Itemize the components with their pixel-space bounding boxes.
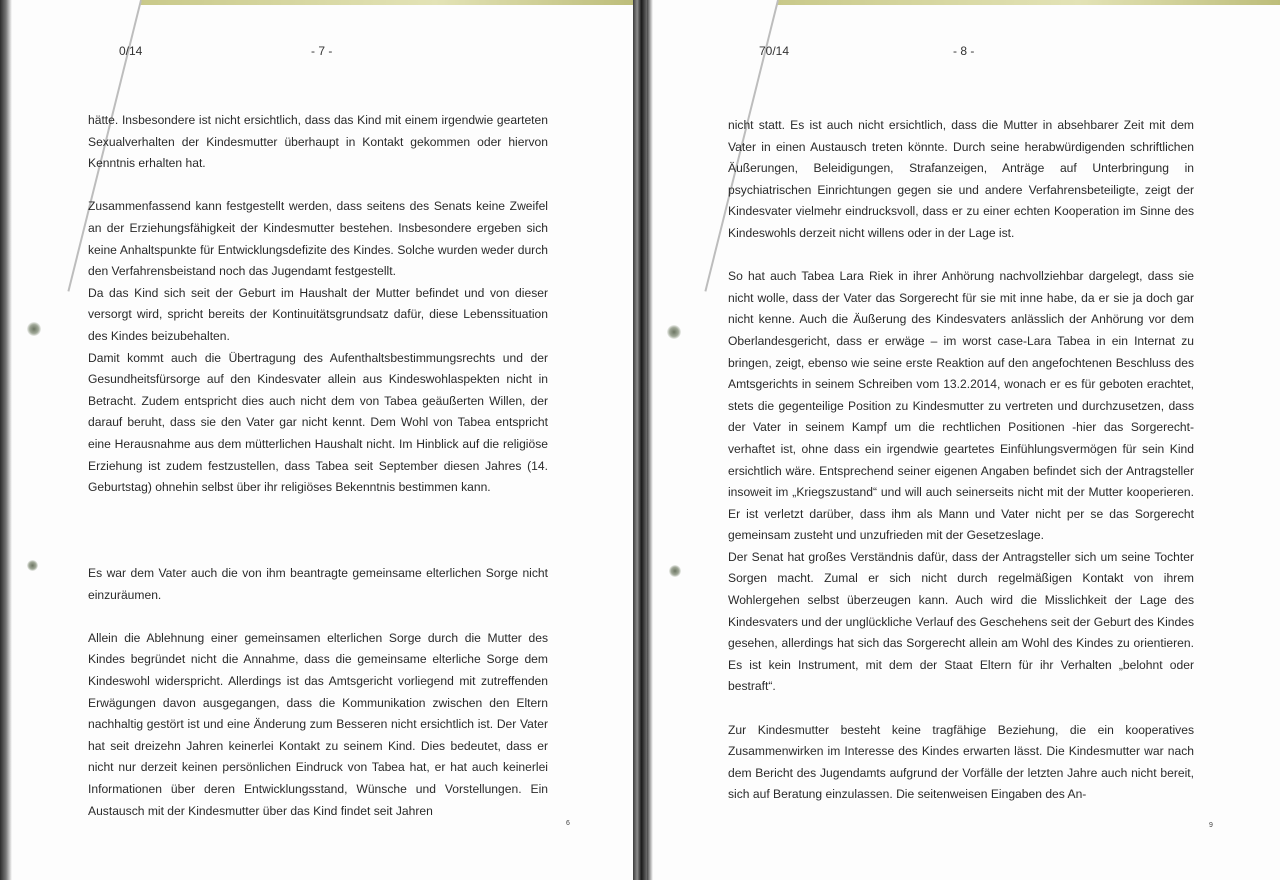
paragraph: Damit kommt auch die Übertragung des Aufenthaltsbestimmungsrechts und der Gesundheitsfürsorge auf den Kindesvater allein aus Kindeswohlaspekten nicht in Betracht. Zudem entspricht dies auch nicht dem von Tabea geäußerten Willen, der darauf beruht, dass sie den Vater gar nicht kennt. Dem Wohl von Tabea entspricht eine Herausnahme aus dem mütterlichen Haushalt nicht. Im Hinblick auf die religiöse Erziehung ist zudem festzustellen, dass Tabea seit September diesen Jahres (14. Geburtstag) ohnehin selbst über ihr religiöses Bekenntnis bestimmen kann. — [88, 350, 548, 495]
page-number: - 7 - — [311, 44, 333, 58]
margin-mark: 6 — [566, 820, 570, 827]
file-reference: 70/14 — [759, 44, 790, 58]
margin-mark: 9 — [1209, 822, 1213, 829]
right-document-page — [647, 0, 1280, 880]
body-text — [728, 115, 1194, 806]
file-reference: 0/14 — [119, 44, 143, 58]
paragraph: Es war dem Vater auch die von ihm beantragte gemeinsame elterlichen Sorge nicht einzuräumen. — [88, 566, 548, 602]
paragraph: So hat auch Tabea Lara Riek in ihrer Anhörung nachvollziehbar dargelegt, dass sie nicht wolle, dass der Vater das Sorgerecht für sie mit inne habe, da er sie ja doch gar nicht kenne. Auch die Äußerung des Kindesvaters anlässlich der Anhörung vor dem Oberlandesgericht, dass er erwäge – im worst case-Lara Tabea in ein Internat zu bringen, zeigt, ebenso wie seine erste Reaktion auf den angefochtenen Beschluss des Amtsgerichts in seinem Schreiben vom 13.2.2014, wonach er es für geboten erachtet, stets die gegenteilige Position zu Kindesmutter zu vertreten und durchzusetzen, dass der Vater in seinem Kampf um die rechtlichen Positionen -hier das Sorgerecht- verhaftet ist, ohne dass ein irgendwie geartetes Einfühlungsvermögen für sein Kind ersichtlich wäre. Entsprechend seiner eigenen Angaben befindet sich der Antragsteller insoweit im „Kriegszustand“ und will auch seinerseits nicht mit der Mutter kooperieren. Er ist verletzt darüber, dass ihm als Mann und Vater nicht per se das Sorgerecht gemeinsam zusteht und unzufrieden mit der Gesetzeslage. — [728, 269, 1194, 543]
paragraph: Der Senat hat großes Verständnis dafür, dass der Antragsteller sich um seine Tochter Sorgen macht. Zumal er sich nicht durch regelmäßigen Kontakt von ihrem Wohlergehen selbst überzeugen kann. Auch wird die Misslichkeit der Lage des Kindesvaters und der unglückliche Verlauf des Geschehens seit der Geburt des Kindes gesehen, allerdings hat sich das Sorgerecht allein am Wohl des Kindes zu orientieren. Es ist kein Instrument, mit dem der Staat Eltern für ihr Verhalten „belohnt oder bestraft“. — [728, 549, 1194, 694]
paragraph: Da das Kind sich seit der Geburt im Haushalt der Mutter befindet und von dieser versorgt wird, spricht bereits der Kontinuitätsgrundsatz dafür, diese Lebenssituation des Kindes beizubehalten. — [88, 285, 548, 343]
paragraph: Zusammenfassend kann festgestellt werden, dass seitens des Senats keine Zweifel an der Erziehungsfähigkeit der Kindesmutter bestehen. Insbesondere ergeben sich keine Anhaltspunkte für Entwicklungsdefizite des Kindes. Solche wurden weder durch den Verfahrensbeistand noch das Jugendamt festgestellt. — [88, 199, 548, 279]
scan-top-edge — [777, 0, 1280, 5]
scan-edge-shadow — [0, 0, 12, 880]
paragraph: Zur Kindesmutter besteht keine tragfähige Beziehung, die ein kooperatives Zusammenwirken im Interesse des Kindes erwarten lässt. Die Kindesmutter war nach dem Bericht des Jugendamts aufgrund der Vorfälle der letzten Jahre auch nicht bereit, sich auf Beratung einzulassen. Die seitenweisen Eingaben des An- — [728, 722, 1194, 802]
book-gutter — [633, 0, 647, 880]
paragraph: hätte. Insbesondere ist nicht ersichtlich, dass das Kind mit einem irgendwie gearteten Sexualverhalten der Kindesmutter überhaupt in Kontakt gekommen oder hiervon Kenntnis erhalten hat. — [88, 113, 548, 171]
paragraph: Allein die Ablehnung einer gemeinsamen elterlichen Sorge durch die Mutter des Kindes begründet nicht die Annahme, dass die gemeinsame elterliche Sorge dem Kindeswohl widerspricht. Allerdings ist das Amtsgericht vorliegend mit zutreffenden Erwägungen davon ausgegangen, dass die Kommunikation zwischen den Eltern nachhaltig gestört ist und eine Änderung zum Besseren nicht ersichtlich ist. Der Vater hat seit dreizehn Jahren keinerlei Kontakt zu seinem Kind. Dies bedeutet, dass er nicht nur derzeit keinen persönlichen Eindruck von Tabea hat, er hat auch keinerlei Informationen über deren Entwicklungsstand, Wünsche und Vorstellungen. Ein Austausch mit der Kindesmutter über das Kind findet seit Jahren — [88, 630, 548, 818]
body-text-bottom — [88, 563, 548, 822]
left-document-page — [0, 0, 633, 880]
scan-edge-shadow — [647, 0, 653, 880]
paragraph: nicht statt. Es ist auch nicht ersichtlich, dass die Mutter in absehbarer Zeit mit dem Vater in einen Austausch treten könnte. Durch seine herabwürdigenden schriftlichen Äußerungen, Beleidigungen, Strafanzeigen, Anträge auf Unterbringung in psychiatrischen Einrichtungen gegen sie und andere Verfahrensbeteiligte, zeigt der Kindesvater vielmehr eindrucksvoll, dass er zu einer echten Kooperation im Sinne des Kindeswohls derzeit nicht willens oder in der Lage ist. — [728, 118, 1194, 240]
body-text-top — [88, 110, 548, 499]
punch-hole-mark — [669, 565, 681, 577]
page-number: - 8 - — [953, 44, 975, 58]
punch-hole-mark — [667, 325, 681, 339]
punch-hole-mark — [27, 322, 41, 336]
punch-hole-mark — [27, 560, 38, 571]
scan-top-edge — [140, 0, 633, 5]
